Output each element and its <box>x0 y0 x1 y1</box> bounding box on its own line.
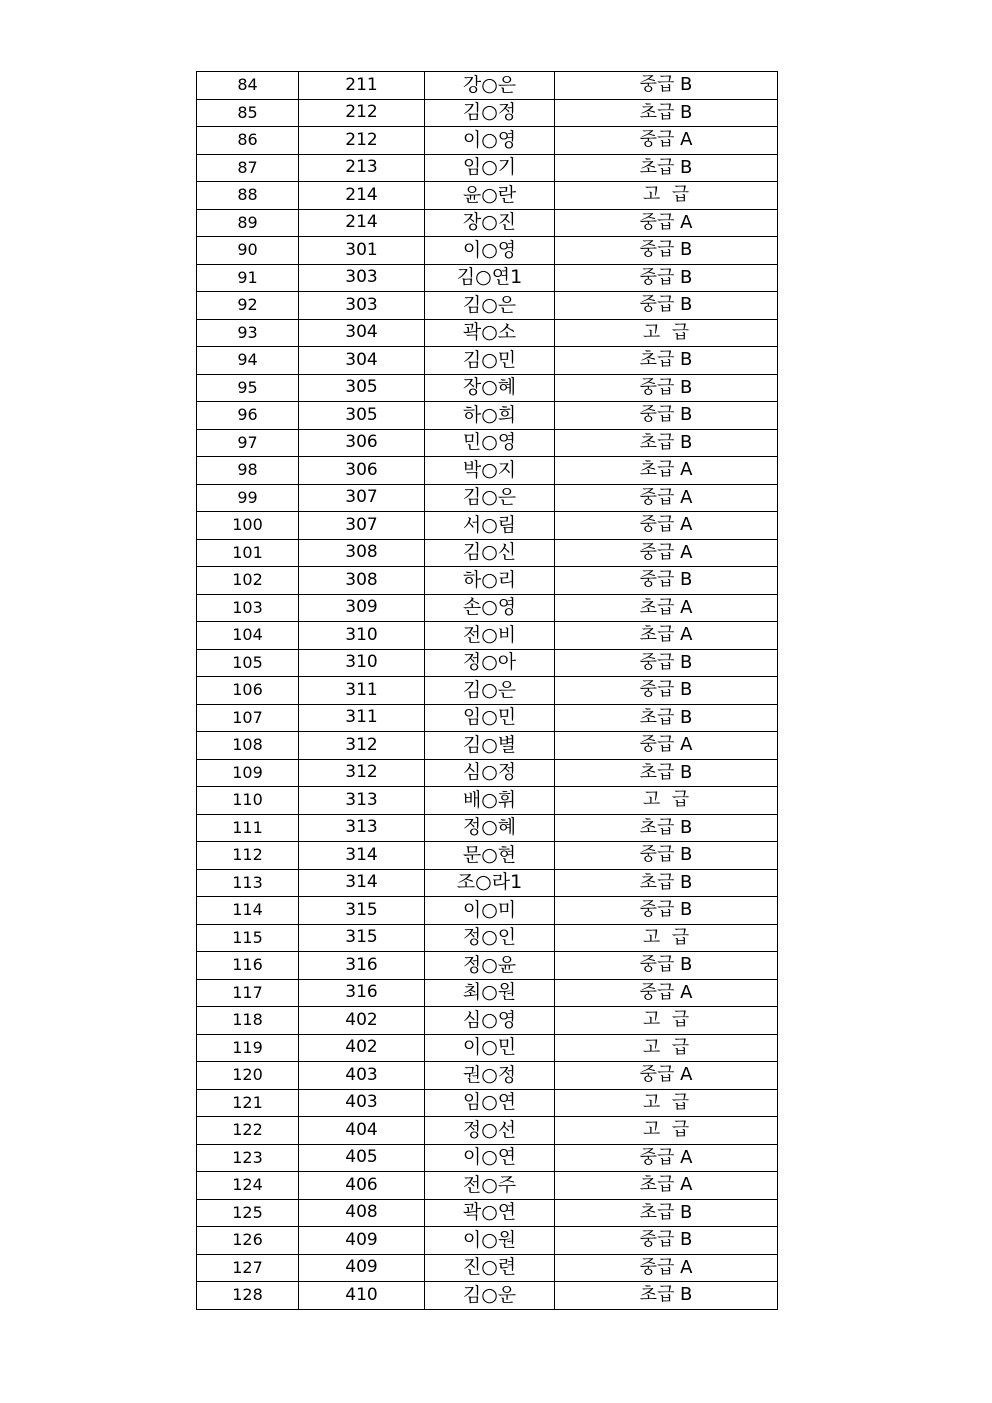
room-number-cell: 402 <box>299 1034 425 1062</box>
row-number-cell: 127 <box>197 1254 299 1282</box>
level-cell: 고 급 <box>555 787 778 815</box>
level-cell: 중급 B <box>555 567 778 595</box>
student-name-cell: 정○아 <box>425 649 555 677</box>
row-number-cell: 126 <box>197 1227 299 1255</box>
table-row <box>197 1034 778 1062</box>
room-number-cell: 409 <box>299 1254 425 1282</box>
room-number-cell: 214 <box>299 182 425 210</box>
row-number-cell: 97 <box>197 429 299 457</box>
row-number-cell: 124 <box>197 1172 299 1200</box>
student-name-cell: 임○민 <box>425 704 555 732</box>
row-number-cell: 85 <box>197 99 299 127</box>
student-name-cell: 하○리 <box>425 567 555 595</box>
room-number-cell: 404 <box>299 1117 425 1145</box>
table-row <box>197 1282 778 1310</box>
table-row <box>197 1199 778 1227</box>
room-number-cell: 308 <box>299 539 425 567</box>
row-number-cell: 87 <box>197 154 299 182</box>
table-row <box>197 1172 778 1200</box>
room-number-cell: 309 <box>299 594 425 622</box>
student-name-cell: 심○정 <box>425 759 555 787</box>
level-cell: 초급 B <box>555 154 778 182</box>
table-row <box>197 127 778 155</box>
room-number-cell: 313 <box>299 787 425 815</box>
row-number-cell: 116 <box>197 952 299 980</box>
row-number-cell: 98 <box>197 457 299 485</box>
row-number-cell: 86 <box>197 127 299 155</box>
level-cell: 중급 B <box>555 952 778 980</box>
room-number-cell: 304 <box>299 319 425 347</box>
table-row <box>197 539 778 567</box>
student-name-cell: 김○연1 <box>425 264 555 292</box>
room-number-cell: 408 <box>299 1199 425 1227</box>
level-cell: 중급 A <box>555 1062 778 1090</box>
student-name-cell: 임○기 <box>425 154 555 182</box>
room-number-cell: 409 <box>299 1227 425 1255</box>
row-number-cell: 122 <box>197 1117 299 1145</box>
room-number-cell: 310 <box>299 622 425 650</box>
level-cell: 초급 B <box>555 429 778 457</box>
table-row <box>197 759 778 787</box>
level-cell: 중급 B <box>555 72 778 100</box>
row-number-cell: 101 <box>197 539 299 567</box>
level-cell: 중급 A <box>555 1254 778 1282</box>
table-row <box>197 869 778 897</box>
level-cell: 중급 B <box>555 897 778 925</box>
table-row <box>197 952 778 980</box>
level-cell: 중급 B <box>555 649 778 677</box>
level-cell: 고 급 <box>555 1117 778 1145</box>
table-row <box>197 512 778 540</box>
level-cell: 중급 B <box>555 842 778 870</box>
room-number-cell: 306 <box>299 429 425 457</box>
level-cell: 초급 A <box>555 457 778 485</box>
row-number-cell: 112 <box>197 842 299 870</box>
student-name-cell: 임○연 <box>425 1089 555 1117</box>
student-name-cell: 서○림 <box>425 512 555 540</box>
row-number-cell: 105 <box>197 649 299 677</box>
row-number-cell: 106 <box>197 677 299 705</box>
table-row <box>197 649 778 677</box>
level-cell: 초급 B <box>555 99 778 127</box>
table-row <box>197 237 778 265</box>
student-name-cell: 정○윤 <box>425 952 555 980</box>
table-row <box>197 567 778 595</box>
student-name-cell: 전○주 <box>425 1172 555 1200</box>
level-cell: 고 급 <box>555 319 778 347</box>
room-number-cell: 307 <box>299 512 425 540</box>
student-name-cell: 진○련 <box>425 1254 555 1282</box>
student-name-cell: 김○운 <box>425 1282 555 1310</box>
student-name-cell: 정○혜 <box>425 814 555 842</box>
student-name-cell: 이○민 <box>425 1034 555 1062</box>
table-row <box>197 1254 778 1282</box>
room-number-cell: 313 <box>299 814 425 842</box>
table-row <box>197 374 778 402</box>
table-row <box>197 787 778 815</box>
table-row <box>197 732 778 760</box>
level-cell: 중급 B <box>555 1227 778 1255</box>
student-name-cell: 이○연 <box>425 1144 555 1172</box>
room-number-cell: 301 <box>299 237 425 265</box>
row-number-cell: 94 <box>197 347 299 375</box>
room-number-cell: 305 <box>299 374 425 402</box>
row-number-cell: 109 <box>197 759 299 787</box>
student-name-cell: 정○선 <box>425 1117 555 1145</box>
row-number-cell: 96 <box>197 402 299 430</box>
table-row <box>197 677 778 705</box>
room-number-cell: 311 <box>299 704 425 732</box>
room-number-cell: 314 <box>299 842 425 870</box>
row-number-cell: 100 <box>197 512 299 540</box>
room-number-cell: 303 <box>299 292 425 320</box>
room-number-cell: 316 <box>299 979 425 1007</box>
room-number-cell: 403 <box>299 1062 425 1090</box>
level-cell: 초급 B <box>555 759 778 787</box>
student-name-cell: 김○은 <box>425 677 555 705</box>
level-cell: 초급 A <box>555 594 778 622</box>
level-cell: 초급 B <box>555 704 778 732</box>
table-row <box>197 484 778 512</box>
student-name-cell: 하○희 <box>425 402 555 430</box>
table-row <box>197 402 778 430</box>
student-name-cell: 김○은 <box>425 484 555 512</box>
level-cell: 고 급 <box>555 1034 778 1062</box>
table-row <box>197 347 778 375</box>
level-cell: 중급 A <box>555 979 778 1007</box>
room-number-cell: 212 <box>299 99 425 127</box>
student-name-cell: 민○영 <box>425 429 555 457</box>
row-number-cell: 121 <box>197 1089 299 1117</box>
room-number-cell: 306 <box>299 457 425 485</box>
row-number-cell: 110 <box>197 787 299 815</box>
room-number-cell: 303 <box>299 264 425 292</box>
student-name-cell: 장○혜 <box>425 374 555 402</box>
student-name-cell: 김○은 <box>425 292 555 320</box>
student-name-cell: 김○신 <box>425 539 555 567</box>
table-row <box>197 1227 778 1255</box>
table-row <box>197 72 778 100</box>
row-number-cell: 88 <box>197 182 299 210</box>
room-number-cell: 403 <box>299 1089 425 1117</box>
room-number-cell: 314 <box>299 869 425 897</box>
student-name-cell: 문○현 <box>425 842 555 870</box>
row-number-cell: 119 <box>197 1034 299 1062</box>
row-number-cell: 102 <box>197 567 299 595</box>
level-cell: 초급 B <box>555 1282 778 1310</box>
student-name-cell: 이○영 <box>425 237 555 265</box>
level-cell: 중급 B <box>555 402 778 430</box>
room-number-cell: 406 <box>299 1172 425 1200</box>
student-name-cell: 손○영 <box>425 594 555 622</box>
level-cell: 고 급 <box>555 182 778 210</box>
level-cell: 중급 A <box>555 732 778 760</box>
row-number-cell: 117 <box>197 979 299 1007</box>
table-row <box>197 154 778 182</box>
student-name-cell: 박○지 <box>425 457 555 485</box>
row-number-cell: 114 <box>197 897 299 925</box>
room-number-cell: 211 <box>299 72 425 100</box>
student-name-cell: 이○미 <box>425 897 555 925</box>
level-cell: 중급 B <box>555 264 778 292</box>
row-number-cell: 99 <box>197 484 299 512</box>
table-row <box>197 1007 778 1035</box>
level-cell: 초급 B <box>555 814 778 842</box>
room-number-cell: 307 <box>299 484 425 512</box>
table-row <box>197 319 778 347</box>
table-row <box>197 594 778 622</box>
level-cell: 중급 A <box>555 484 778 512</box>
student-name-cell: 장○진 <box>425 209 555 237</box>
roster-table <box>196 71 778 1310</box>
level-cell: 초급 B <box>555 1199 778 1227</box>
row-number-cell: 120 <box>197 1062 299 1090</box>
table-row <box>197 1144 778 1172</box>
level-cell: 중급 B <box>555 374 778 402</box>
level-cell: 초급 B <box>555 869 778 897</box>
table-row <box>197 897 778 925</box>
room-number-cell: 305 <box>299 402 425 430</box>
level-cell: 중급 A <box>555 539 778 567</box>
row-number-cell: 92 <box>197 292 299 320</box>
level-cell: 중급 B <box>555 677 778 705</box>
table-row <box>197 979 778 1007</box>
row-number-cell: 103 <box>197 594 299 622</box>
table-row <box>197 622 778 650</box>
level-cell: 초급 B <box>555 347 778 375</box>
row-number-cell: 84 <box>197 72 299 100</box>
row-number-cell: 95 <box>197 374 299 402</box>
room-number-cell: 310 <box>299 649 425 677</box>
student-name-cell: 김○민 <box>425 347 555 375</box>
row-number-cell: 125 <box>197 1199 299 1227</box>
table-row <box>197 292 778 320</box>
student-name-cell: 곽○소 <box>425 319 555 347</box>
student-name-cell: 윤○란 <box>425 182 555 210</box>
room-number-cell: 212 <box>299 127 425 155</box>
row-number-cell: 113 <box>197 869 299 897</box>
row-number-cell: 128 <box>197 1282 299 1310</box>
student-name-cell: 이○원 <box>425 1227 555 1255</box>
table-row <box>197 1062 778 1090</box>
room-number-cell: 312 <box>299 732 425 760</box>
row-number-cell: 118 <box>197 1007 299 1035</box>
room-number-cell: 308 <box>299 567 425 595</box>
row-number-cell: 123 <box>197 1144 299 1172</box>
student-name-cell: 권○정 <box>425 1062 555 1090</box>
room-number-cell: 214 <box>299 209 425 237</box>
room-number-cell: 402 <box>299 1007 425 1035</box>
row-number-cell: 90 <box>197 237 299 265</box>
table-row <box>197 842 778 870</box>
roster-table-body <box>197 72 778 1310</box>
room-number-cell: 311 <box>299 677 425 705</box>
student-name-cell: 배○휘 <box>425 787 555 815</box>
table-row <box>197 209 778 237</box>
room-number-cell: 315 <box>299 897 425 925</box>
level-cell: 중급 A <box>555 209 778 237</box>
level-cell: 고 급 <box>555 924 778 952</box>
level-cell: 고 급 <box>555 1089 778 1117</box>
level-cell: 중급 A <box>555 1144 778 1172</box>
table-row <box>197 457 778 485</box>
level-cell: 중급 B <box>555 292 778 320</box>
student-name-cell: 김○정 <box>425 99 555 127</box>
student-name-cell: 심○영 <box>425 1007 555 1035</box>
student-name-cell: 강○은 <box>425 72 555 100</box>
room-number-cell: 316 <box>299 952 425 980</box>
student-name-cell: 최○원 <box>425 979 555 1007</box>
table-row <box>197 704 778 732</box>
student-name-cell: 전○비 <box>425 622 555 650</box>
row-number-cell: 89 <box>197 209 299 237</box>
row-number-cell: 91 <box>197 264 299 292</box>
table-row <box>197 264 778 292</box>
row-number-cell: 104 <box>197 622 299 650</box>
roster-sheet <box>196 71 778 1310</box>
student-name-cell: 김○별 <box>425 732 555 760</box>
room-number-cell: 312 <box>299 759 425 787</box>
row-number-cell: 115 <box>197 924 299 952</box>
room-number-cell: 410 <box>299 1282 425 1310</box>
level-cell: 초급 A <box>555 622 778 650</box>
table-row <box>197 814 778 842</box>
table-row <box>197 429 778 457</box>
student-name-cell: 이○영 <box>425 127 555 155</box>
level-cell: 중급 A <box>555 512 778 540</box>
row-number-cell: 107 <box>197 704 299 732</box>
room-number-cell: 304 <box>299 347 425 375</box>
table-row <box>197 924 778 952</box>
level-cell: 고 급 <box>555 1007 778 1035</box>
table-row <box>197 1089 778 1117</box>
room-number-cell: 213 <box>299 154 425 182</box>
table-row <box>197 182 778 210</box>
student-name-cell: 곽○연 <box>425 1199 555 1227</box>
row-number-cell: 93 <box>197 319 299 347</box>
room-number-cell: 315 <box>299 924 425 952</box>
room-number-cell: 405 <box>299 1144 425 1172</box>
student-name-cell: 조○라1 <box>425 869 555 897</box>
table-row <box>197 1117 778 1145</box>
level-cell: 중급 B <box>555 237 778 265</box>
student-name-cell: 정○인 <box>425 924 555 952</box>
table-row <box>197 99 778 127</box>
level-cell: 중급 A <box>555 127 778 155</box>
row-number-cell: 108 <box>197 732 299 760</box>
row-number-cell: 111 <box>197 814 299 842</box>
level-cell: 초급 A <box>555 1172 778 1200</box>
